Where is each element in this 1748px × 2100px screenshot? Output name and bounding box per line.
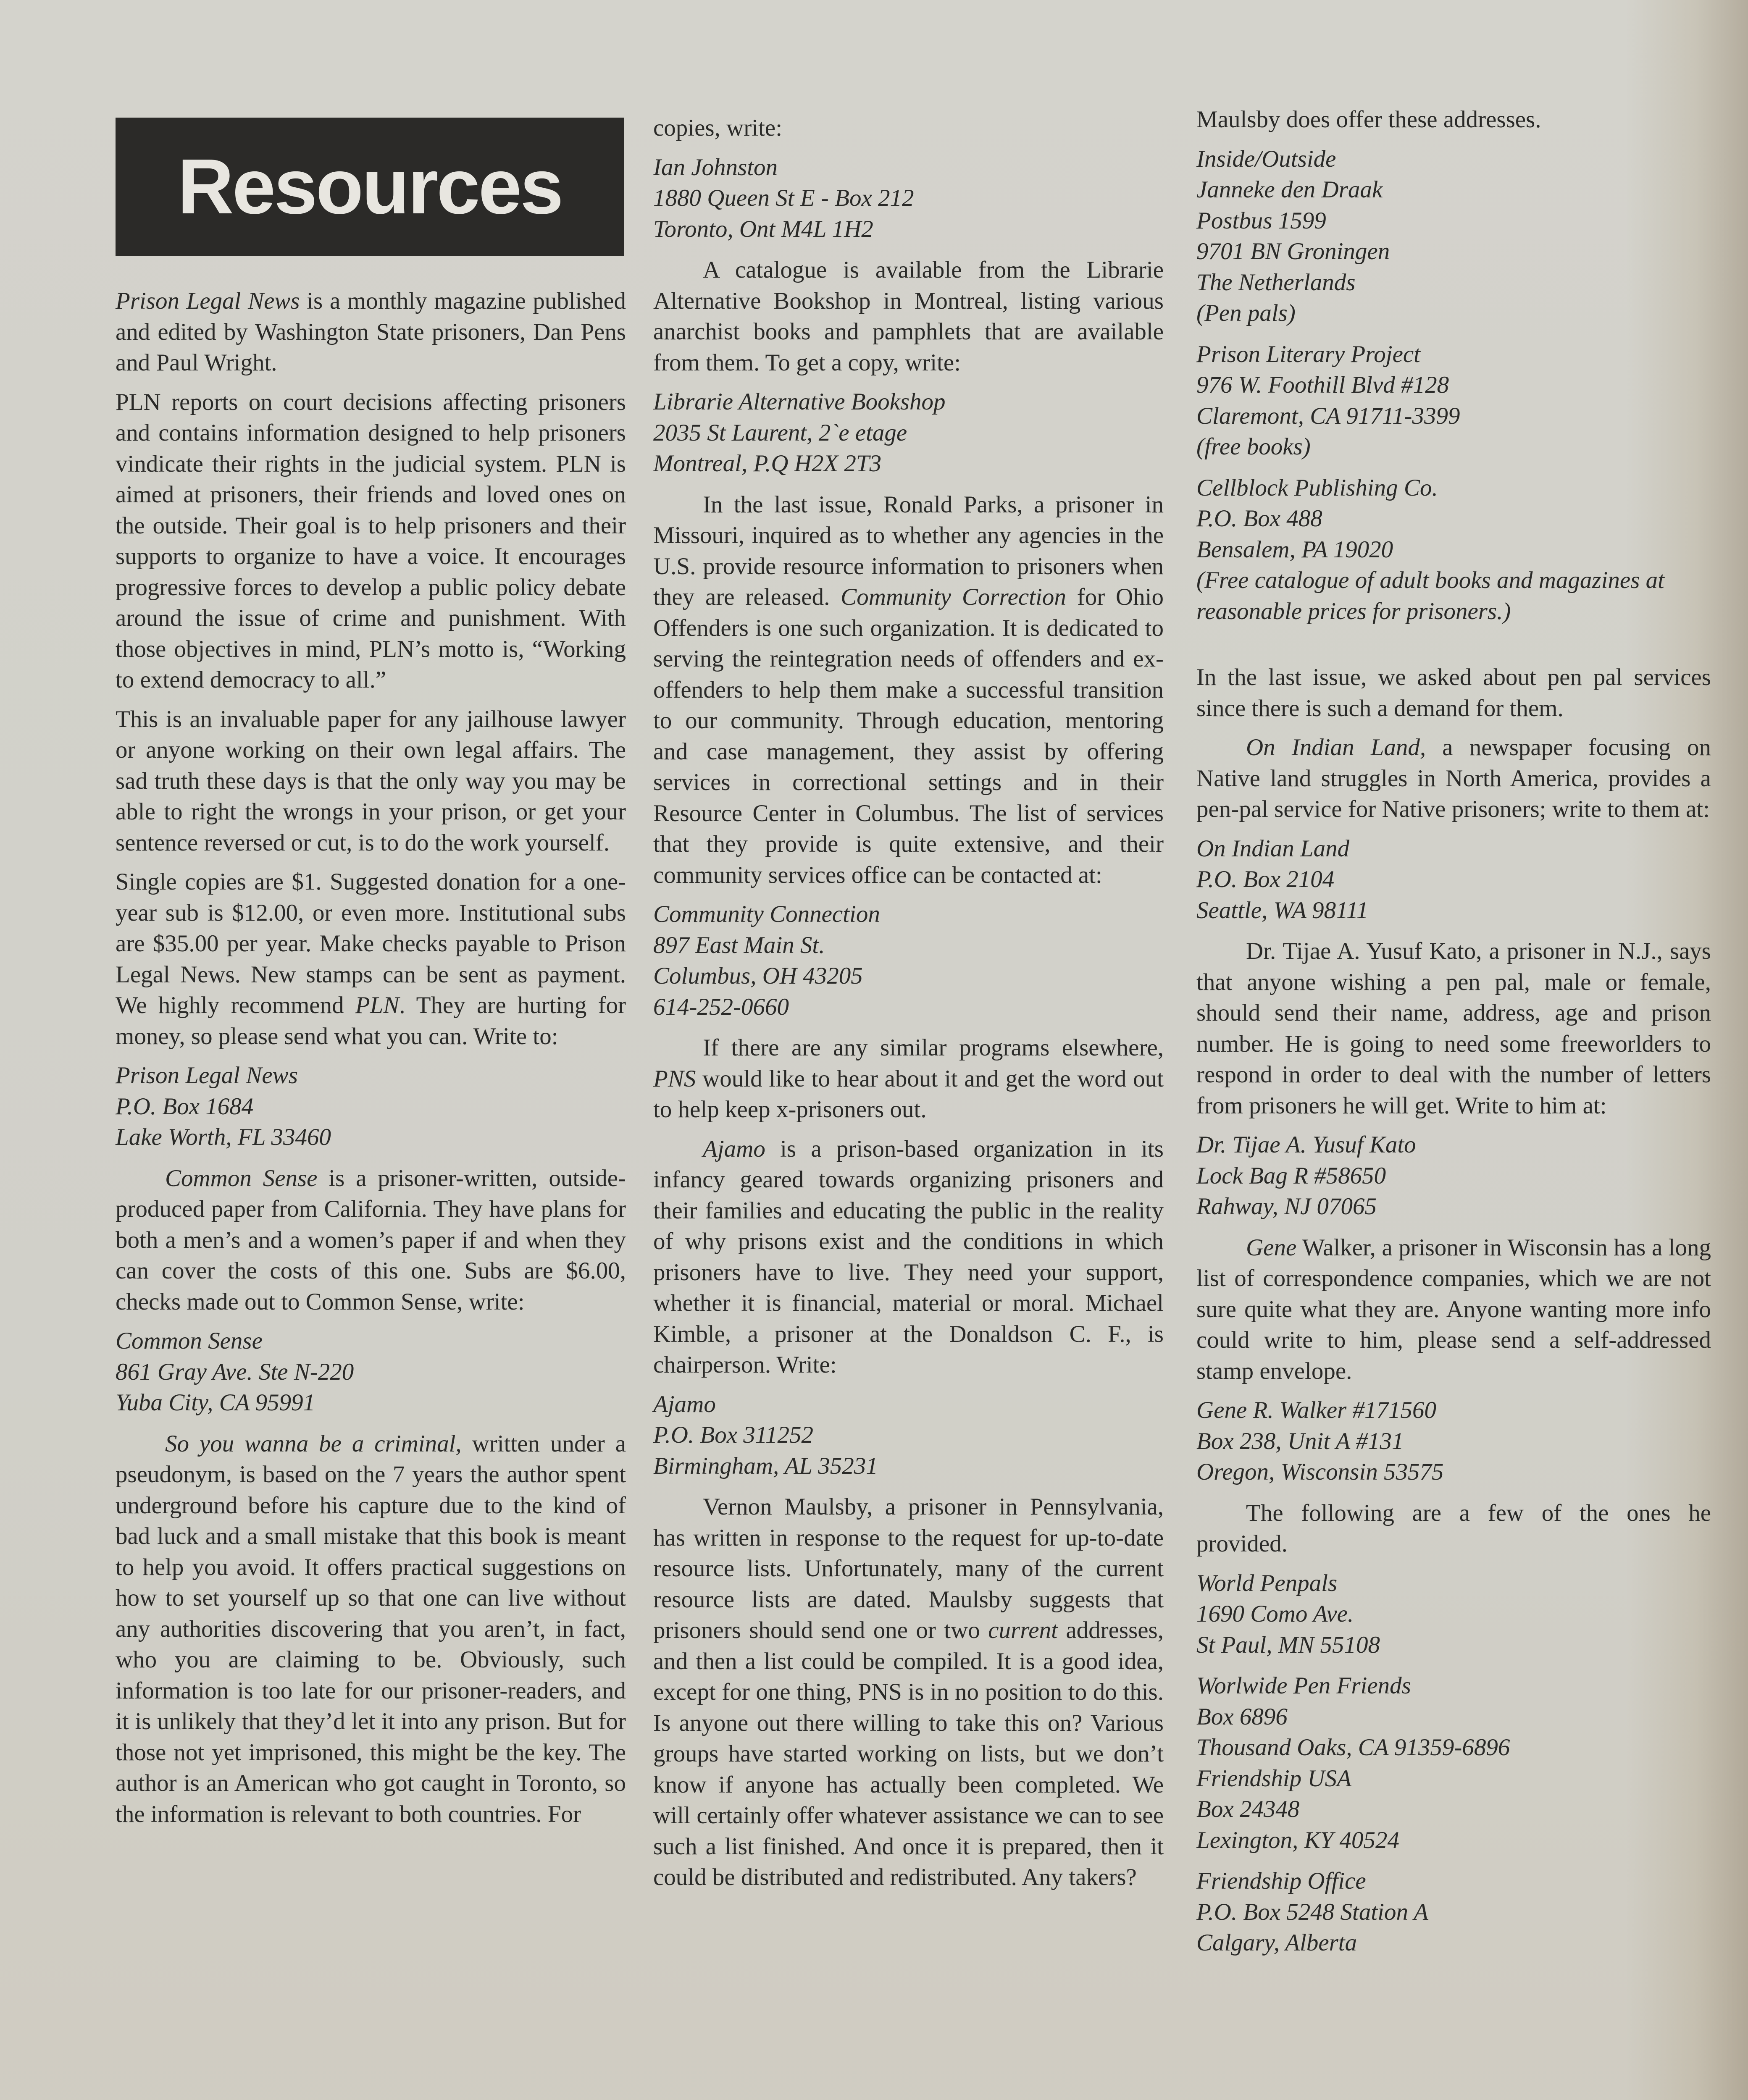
paragraph <box>116 286 626 378</box>
paragraph-text: Single copies are $1. Suggested donation for a one-year sub is $12.00, or even more. Institutional subs are $35.00 per year. Make checks payable to Prison Legal News. New stamps can be sent as payment. We highly recommend <box>116 869 626 1018</box>
paragraph <box>116 1163 626 1318</box>
address-line: 861 Gray Ave. Ste N-220 <box>116 1358 354 1385</box>
paragraph-text: Walker, a prisoner in Wisconsin has a long list of correspondence companies, which we are not sure quite what they are. Anyone wanting more info could write to him, please send a self-addressed stamp envelope. <box>1196 1234 1711 1384</box>
phone-number: 614-252-0660 <box>653 993 789 1020</box>
paragraph-text: a newspaper focusing on Native land struggles in North America, provides a pen-pal service for Native prisoners; write to them at: <box>1196 734 1711 822</box>
publication-name: PLN <box>355 992 400 1018</box>
address-block <box>1196 339 1711 462</box>
paragraph-text: written under a pseudonym, is based on the 7 years the author spent underground before his capture due to the kind of bad luck and a small mistake that this book is meant to help you avoid. It offers practical suggestions on how to set yourself up so that one can live without any authorities discovering that you aren’t, in fact, who you are claiming to be. Obviously, such information is too late for our prisoner-readers, and it is unlikely that they’d let it into any prison. But for those not yet imprisoned, this might be the key. The author is an American who got caught in Toronto, so the information is relevant to both countries. For <box>116 1430 626 1827</box>
address-line: Janneke den Draak <box>1196 176 1383 203</box>
organization-name: Community Correction <box>841 584 1066 610</box>
paragraph <box>116 866 626 1052</box>
address-line: Oregon, Wisconsin 53575 <box>1196 1459 1444 1485</box>
address-line: Box 238, Unit A #131 <box>1196 1428 1404 1454</box>
address-note: (Free catalogue of adult books and magazines at reasonable prices for prisoners.) <box>1196 567 1664 625</box>
paragraph <box>653 1134 1164 1381</box>
address-line: Toronto, Ont M4L 1H2 <box>653 215 873 242</box>
address-line: World Penpals <box>1196 1570 1338 1596</box>
address-block <box>116 1326 626 1418</box>
address-line: Birmingham, AL 35231 <box>653 1452 878 1479</box>
address-line: Postbus 1599 <box>1196 207 1326 234</box>
paragraph <box>116 1428 626 1830</box>
address-line: P.O. Box 2104 <box>1196 866 1335 892</box>
paragraph-text: If there are any similar programs elsewhere, <box>703 1034 1164 1061</box>
address-line: Lexington, KY 40524 <box>1196 1827 1399 1853</box>
address-line: Dr. Tijae A. Yusuf Kato <box>1196 1131 1416 1158</box>
paragraph-text: addresses, and then a list could be compiled. It is a good idea, except for one thing, PNS is in no position to do this. Is anyone out there willing to take this on? Various groups have started working on lists, but we don’t know if anyone has actually been completed. We will certainly offer whatever assistance we can to see such a list finished. And once it is prepared, then it could be distributed and redistributed. Any takers? <box>653 1617 1164 1890</box>
address-line: Rahway, NJ 07065 <box>1196 1193 1377 1220</box>
address-line: On Indian Land <box>1196 835 1350 862</box>
address-line: Gene R. Walker #171560 <box>1196 1397 1436 1423</box>
address-line: Friendship USA <box>1196 1765 1351 1792</box>
address-line: 897 East Main St. <box>653 932 825 958</box>
paragraph-text: is a prison-based organization in its infancy geared towards organizing prisoners and their families and educating the public in the reality of why prisons exist and the conditions in which prisoners have to live. They need your support, whether it is financial, material or moral. Michael Kimble, a prisoner at the Donaldson C. F., is chairperson. Write: <box>653 1135 1164 1378</box>
paragraph <box>653 1491 1164 1893</box>
paragraph-text: is a monthly magazine published and edited by Washington State prisoners, Dan Pens and Paul Wright. <box>116 288 626 376</box>
address-line: Cellblock Publishing Co. <box>1196 474 1438 501</box>
address-line: The Netherlands <box>1196 269 1356 296</box>
paragraph: A catalogue is available from the Librarie Alternative Bookshop in Montreal, listing various anarchist books and pamphlets that are available from them. To get a copy, write: <box>653 257 1164 376</box>
address-line: 1880 Queen St E - Box 212 <box>653 185 914 211</box>
address-line: Thousand Oaks, CA 91359-6896 <box>1196 1734 1510 1761</box>
address-line: Box 24348 <box>1196 1796 1300 1822</box>
address-block <box>1196 144 1711 329</box>
address-block <box>1196 1670 1711 1856</box>
paragraph: In the last issue, we asked about pen pal services since there is such a demand for them. <box>1196 664 1711 722</box>
address-line: 1690 Como Ave. <box>1196 1601 1354 1627</box>
address-line: Ian Johnston <box>653 154 778 181</box>
paragraph-text: would like to hear about it and get the word out to help keep x-prisoners out. <box>653 1065 1164 1123</box>
column-3 <box>1196 104 1711 1969</box>
paragraph: PLN reports on court decisions affecting prisoners and contains information designed to help prisoners vindicate their rights in the judicial system. PLN is aimed at prisoners, their friends and loved ones on the outside. Their goal is to help prisoners and their supports to organize to have a voice. It encourages progressive forces to develop a public policy debate around the issue of crime and punishment. With those objectives in mind, PLN’s motto is, “Working to extend democracy to all.” <box>116 388 626 693</box>
address-line: 2035 St Laurent, 2`e etage <box>653 419 907 446</box>
address-line: Community Connection <box>653 901 880 927</box>
publication-name: On Indian Land, <box>1246 734 1426 761</box>
address-line: Ajamo <box>653 1391 716 1418</box>
paragraph: The following are a few of the ones he provided. <box>1196 1499 1711 1557</box>
address-block <box>1196 1395 1711 1488</box>
paragraph-text: . They are hurting for money, so please send what you can. Write to: <box>116 992 626 1050</box>
address-block <box>1196 472 1711 627</box>
address-line: Friendship Office <box>1196 1868 1366 1894</box>
publication-name: Common Sense <box>165 1165 318 1192</box>
address-line: Claremont, CA 91711-3399 <box>1196 402 1460 429</box>
person-name: Gene <box>1246 1234 1297 1261</box>
address-line: 9701 BN Groningen <box>1196 238 1390 265</box>
paragraph: copies, write: <box>653 115 783 141</box>
address-line: Seattle, WA 98111 <box>1196 897 1369 924</box>
paragraph <box>1196 732 1711 825</box>
address-line: Worlwide Pen Friends <box>1196 1672 1411 1699</box>
emphasis: current <box>988 1617 1058 1643</box>
address-block <box>653 386 1164 479</box>
address-line: Yuba City, CA 95991 <box>116 1389 315 1416</box>
column-2 <box>653 113 1164 1901</box>
column-1 <box>116 107 626 1838</box>
paragraph: Maulsby does offer these addresses. <box>1196 106 1541 133</box>
address-line: Box 6896 <box>1196 1703 1288 1730</box>
address-line: P.O. Box 488 <box>1196 505 1322 532</box>
address-note: (free books) <box>1196 433 1311 460</box>
address-line: Prison Legal News <box>116 1062 298 1089</box>
address-line: Calgary, Alberta <box>1196 1929 1357 1956</box>
address-block <box>1196 1568 1711 1661</box>
paragraph-text: is a prisoner-written, outside-produced paper from California. They have plans for both a men’s and a women’s paper if and when they can cover the costs of this one. Subs are $6.00, checks made out to Common Sense, write: <box>116 1165 626 1315</box>
paragraph: Dr. Tijae A. Yusuf Kato, a prisoner in N.J., says that anyone wishing a pen pal, male or female, should send their name, address, age and prison number. He is going to need some freeworlders to respond in order to deal with the number of letters from prisoners he will get. Write to him at: <box>1196 938 1711 1119</box>
spacer <box>1196 637 1711 662</box>
address-line: Inside/Outside <box>1196 145 1336 172</box>
address-block <box>653 899 1164 1022</box>
address-block <box>1196 1866 1711 1958</box>
paragraph <box>1196 1232 1711 1387</box>
address-block <box>1196 833 1711 926</box>
address-line: P.O. Box 311252 <box>653 1422 814 1448</box>
section-banner <box>116 118 624 256</box>
address-line: Bensalem, PA 19020 <box>1196 536 1393 563</box>
page-title: Resources <box>177 143 562 230</box>
address-line: Lake Worth, FL 33460 <box>116 1124 331 1150</box>
address-block <box>653 1389 1164 1482</box>
organization-name: Ajamo <box>703 1135 765 1162</box>
address-line: Columbus, OH 43205 <box>653 963 863 989</box>
address-line: Montreal, P.Q H2X 2T3 <box>653 450 882 477</box>
paragraph <box>653 1032 1164 1125</box>
paragraph: This is an invaluable paper for any jailhouse lawyer or anyone working on their own legal affairs. The sad truth these days is that the only way you may be able to right the wrongs in your prison, or get your sentence reversed or cut, is to do the work yourself. <box>116 706 626 856</box>
address-block <box>653 152 1164 245</box>
address-line: P.O. Box 1684 <box>116 1093 254 1120</box>
publication-name: Prison Legal News <box>116 288 300 314</box>
address-line: Prison Literary Project <box>1196 341 1421 368</box>
address-line: Librarie Alternative Bookshop <box>653 388 946 415</box>
publication-name: PNS <box>653 1065 696 1092</box>
paragraph-text: In the last issue, Ronald Parks, a prisoner in Missouri, inquired as to whether any agencies in the U.S. provide resource information to prisoners when they are released. <box>653 491 1164 610</box>
paragraph-text: for Ohio Offenders is one such organization. It is dedicated to serving the reintegration needs of offenders and ex-offenders to help them make a successful transition to our community. Through education, mentoring and case management, they assist by offering services in correctional settings and in their Resource Center in Columbus. The list of services that they provide is quite extensive, and their community services office can be contacted at: <box>653 584 1164 888</box>
paragraph <box>653 489 1164 891</box>
address-block <box>1196 1129 1711 1222</box>
address-note: (Pen pals) <box>1196 300 1296 326</box>
address-line: St Paul, MN 55108 <box>1196 1631 1380 1658</box>
address-line: 976 W. Foothill Blvd #128 <box>1196 372 1449 398</box>
address-block <box>116 1060 626 1153</box>
address-line: Common Sense <box>116 1328 263 1354</box>
address-line: Lock Bag R #58650 <box>1196 1162 1386 1189</box>
address-line: P.O. Box 5248 Station A <box>1196 1898 1429 1925</box>
paragraph-text: Vernon Maulsby, a prisoner in Pennsylvania, has written in response to the request for up-to-date resource lists. Unfortunately, many of the current resource lists are dated. Maulsby suggests that prisoners should send one or two <box>653 1494 1164 1643</box>
book-title: So you wanna be a criminal, <box>165 1430 462 1457</box>
